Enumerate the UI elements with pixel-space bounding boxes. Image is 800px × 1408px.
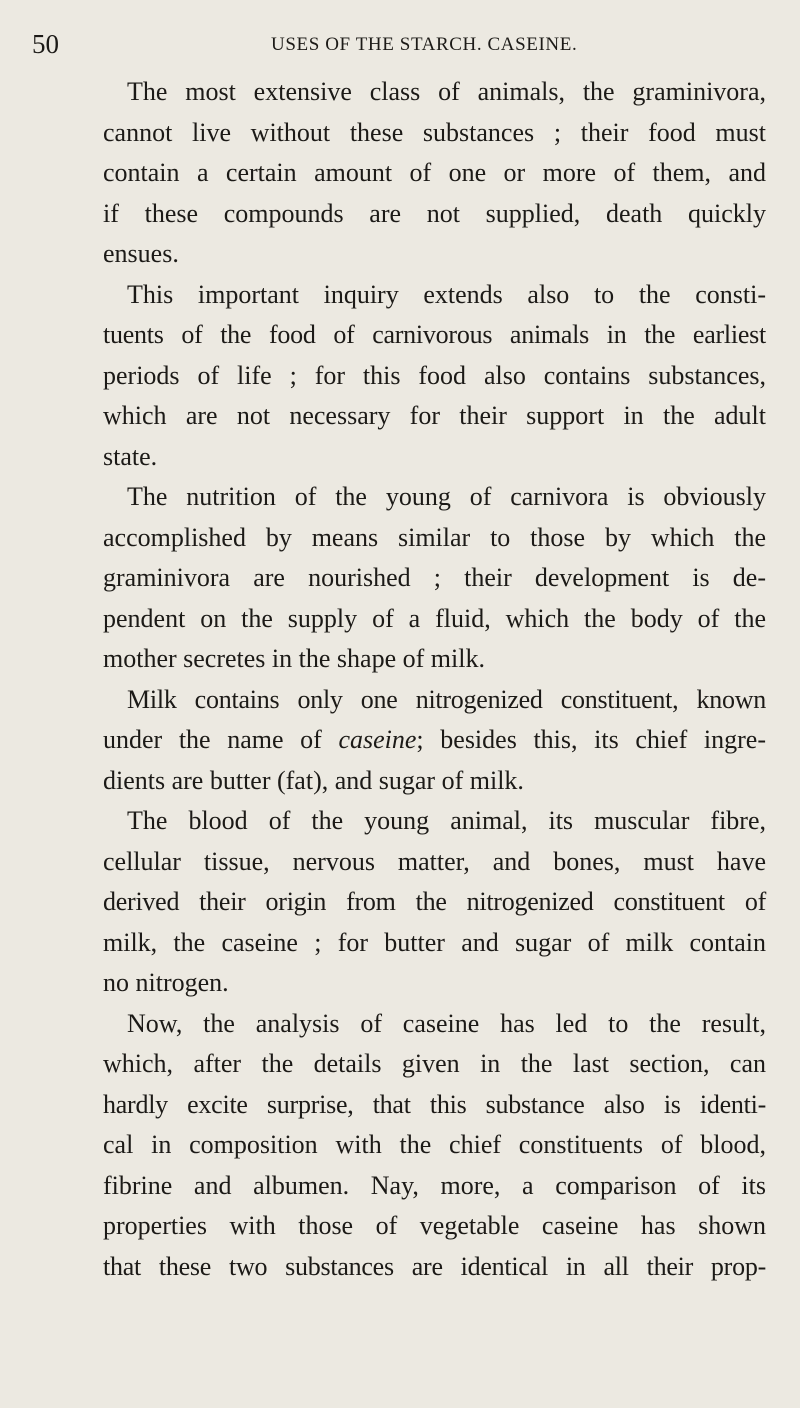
text-segment: ; besides this, its chief ingre- (416, 725, 767, 754)
running-title: USES OF THE STARCH. CASEINE. (271, 34, 578, 55)
page-number: 50 (32, 29, 59, 59)
text-line: The most extensive class of animals, the graminivora, (127, 77, 766, 106)
paragraph-3 (103, 477, 766, 680)
text-line: if these compounds are not supplied, death quickly (103, 198, 766, 228)
text-line: milk, the caseine ; for butter and sugar of milk contain (103, 927, 766, 957)
text-line: This important inquiry extends also to the consti- (127, 279, 766, 309)
text-line: hardly excite surprise, that this substance also is identi- (103, 1089, 766, 1119)
paragraph-5 (103, 801, 766, 1004)
text-line: mother secretes in the shape of milk. (103, 644, 485, 673)
text-line-with-italic (103, 720, 766, 761)
text-line: dients are butter (fat), and sugar of milk. (103, 765, 524, 795)
text-line: derived their origin from the nitrogenized constituent of (103, 887, 766, 916)
text-line: cannot live without these substances ; their food must (103, 117, 766, 147)
text-line: periods of life ; for this food also contains substances, (103, 360, 766, 390)
running-head (32, 24, 760, 64)
text-line: that these two substances are identical in all their prop- (103, 1251, 766, 1281)
text-line: The blood of the young animal, its muscular fibre, (127, 806, 766, 835)
text-line: graminivora are nourished ; their development is de- (103, 563, 766, 592)
text-line: fibrine and albumen. Nay, more, a comparison of its (103, 1170, 766, 1200)
text-segment: under the name of (103, 725, 322, 754)
text-line: cal in composition with the chief constituents of blood, (103, 1130, 766, 1159)
paragraph-6 (103, 1004, 766, 1288)
text-line: contain a certain amount of one or more of them, and (103, 158, 766, 187)
text-line: The nutrition of the young of carnivora is obviously (127, 482, 766, 511)
text-line: pendent on the supply of a fluid, which the body of the (103, 603, 766, 633)
text-line: which, after the details given in the last section, can (103, 1049, 766, 1078)
paragraph-1 (103, 72, 766, 275)
text-line: tuents of the food of carnivorous animals in the earliest (103, 320, 766, 349)
text-line: Milk contains only one nitrogenized constituent, known (127, 684, 766, 714)
text-line: ensues. (103, 239, 179, 268)
text-line: state. (103, 441, 158, 471)
paragraph-4 (103, 680, 766, 802)
text-line: accomplished by means similar to those by which the (103, 522, 766, 552)
text-line: which are not necessary for their support in the adult (103, 401, 766, 430)
body-text (103, 72, 766, 1287)
text-line: cellular tissue, nervous matter, and bones, must have (103, 846, 766, 876)
text-line: properties with those of vegetable caseine has shown (103, 1211, 766, 1240)
text-line: Now, the analysis of caseine has led to the result, (127, 1008, 766, 1038)
italic-term: caseine (338, 725, 417, 754)
text-line: no nitrogen. (103, 968, 229, 997)
paragraph-2 (103, 275, 766, 478)
